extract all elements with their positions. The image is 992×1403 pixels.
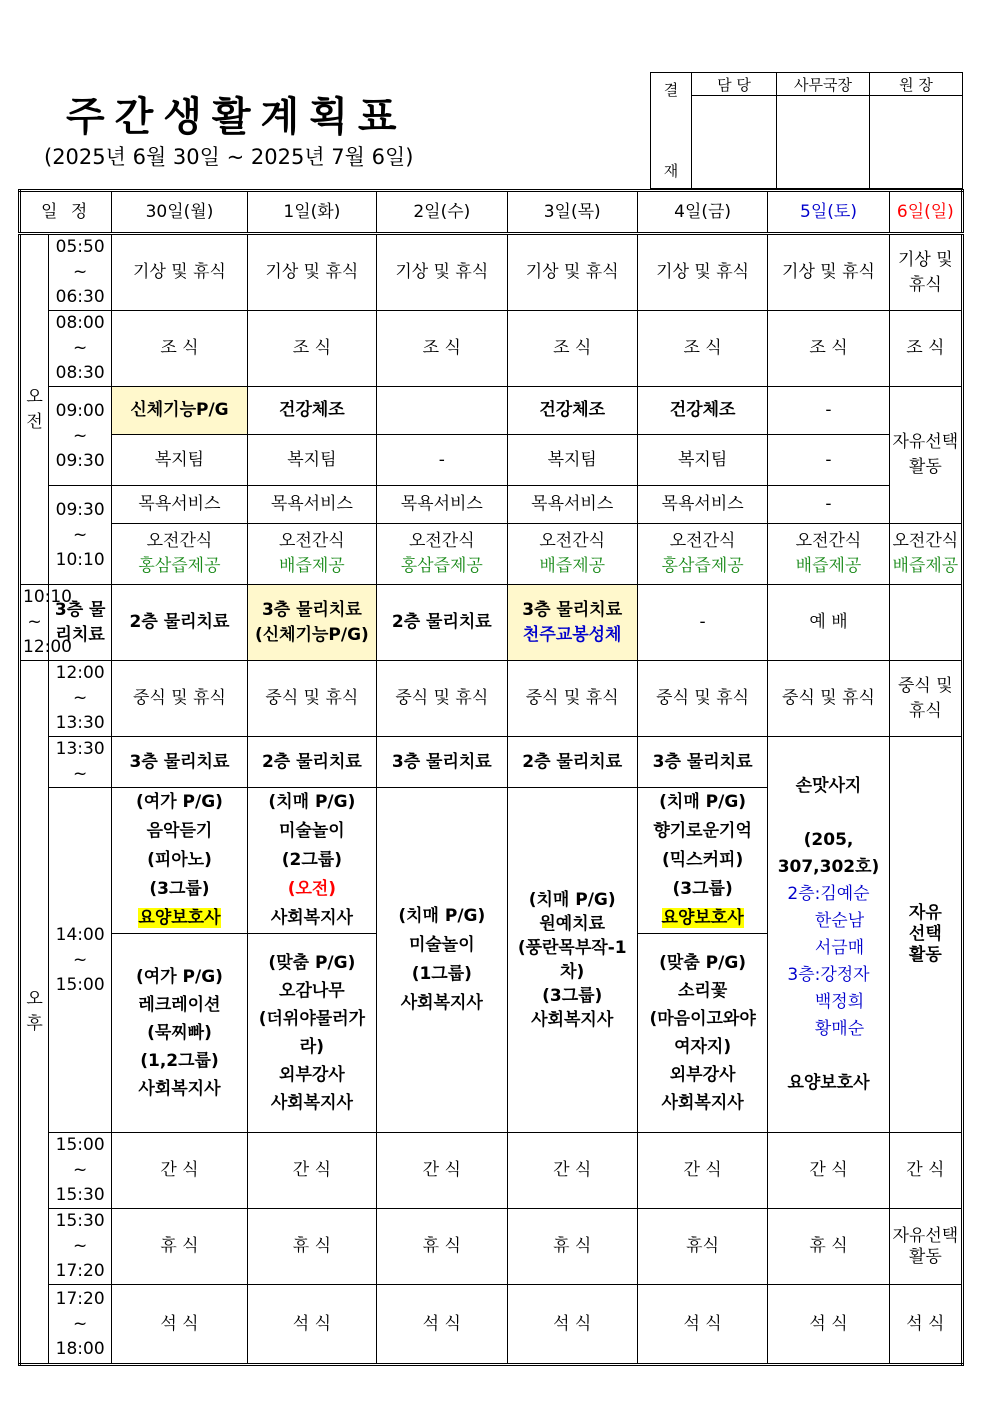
schedule-cell: 석 식 <box>768 1285 889 1365</box>
table-row <box>20 1209 963 1285</box>
schedule-cell: (맞춤 P/G) 오감나무 (더위야물러가 라) 외부강사 사회복지사 <box>247 934 376 1133</box>
schedule-table <box>18 189 964 1366</box>
schedule-cell: 복지팀 <box>247 435 376 486</box>
time-cell: 15:30 ~ 17:20 <box>49 1209 112 1285</box>
schedule-cell: 2층 물리치료 <box>247 737 376 788</box>
approval-label: 결 재 <box>651 73 692 189</box>
schedule-cell: 기상 및 휴식 <box>247 234 376 311</box>
schedule-cell: 오전간식 홍삼즙제공 <box>637 524 767 585</box>
header-day: 1일(화) <box>247 191 376 234</box>
schedule-cell: 휴 식 <box>247 1209 376 1285</box>
schedule-cell: 중식 및 휴식 <box>112 661 247 737</box>
schedule-cell: 조 식 <box>377 311 507 387</box>
schedule-cell: 석 식 <box>507 1285 637 1365</box>
schedule-cell: 3층 물리치료 천주교봉성체 <box>507 585 637 661</box>
schedule-cell: 목욕서비스 <box>637 486 767 524</box>
schedule-cell: (치매 P/G) 원예치료 (풍란목부작-1 차) (3그룹) 사회복지사 <box>507 788 637 1133</box>
header-day-saturday: 5일(토) <box>768 191 889 234</box>
schedule-cell: 휴 식 <box>112 1209 247 1285</box>
table-row <box>20 585 963 661</box>
schedule-cell: 석 식 <box>637 1285 767 1365</box>
schedule-cell: 간 식 <box>889 1133 962 1209</box>
schedule-cell: 간 식 <box>112 1133 247 1209</box>
schedule-cell: 석 식 <box>247 1285 376 1365</box>
schedule-cell: 신체기능P/G <box>112 387 247 435</box>
table-row <box>20 1285 963 1365</box>
schedule-cell: 복지팀 <box>112 435 247 486</box>
schedule-cell: 조 식 <box>247 311 376 387</box>
schedule-cell: 기상 및 휴식 <box>377 234 507 311</box>
schedule-cell: 오전간식 배즙제공 <box>247 524 376 585</box>
schedule-cell: 복지팀 <box>507 435 637 486</box>
schedule-cell: 복지팀 <box>637 435 767 486</box>
time-cell: 17:20 ~ 18:00 <box>49 1285 112 1365</box>
approval-role-director: 사무국장 <box>777 73 870 96</box>
schedule-cell: 조 식 <box>507 311 637 387</box>
schedule-cell: 기상 및 휴식 <box>507 234 637 311</box>
schedule-cell: 오전간식 배즙제공 <box>507 524 637 585</box>
schedule-cell: 휴 식 <box>377 1209 507 1285</box>
schedule-cell: 건강체조 <box>247 387 376 435</box>
approval-box <box>650 72 963 189</box>
table-row <box>20 311 963 387</box>
schedule-cell: (치매 P/G) 미술놀이 (2그룹) (오전) 사회복지사 <box>247 788 376 934</box>
page-title: 주간생활계획표 <box>66 94 407 140</box>
schedule-cell: - <box>768 486 889 524</box>
schedule-cell: 2층 물리치료 <box>377 585 507 661</box>
header-day: 4일(금) <box>637 191 767 234</box>
approval-sign-director[interactable] <box>777 96 870 189</box>
time-cell: 13:30 ~ <box>49 737 112 788</box>
table-row <box>20 234 963 311</box>
schedule-cell: 목욕서비스 <box>377 486 507 524</box>
schedule-cell: 2층 물리치료 <box>507 737 637 788</box>
schedule-cell <box>377 387 507 435</box>
schedule-cell: 건강체조 <box>507 387 637 435</box>
table-row <box>20 435 963 486</box>
schedule-cell: 중식 및 휴식 <box>768 661 889 737</box>
schedule-cell: 건강체조 <box>637 387 767 435</box>
schedule-cell: 오전간식 배즙제공 <box>768 524 889 585</box>
schedule-cell: 석 식 <box>889 1285 962 1365</box>
approval-role-head: 원 장 <box>870 73 963 96</box>
time-cell: 08:00 ~ 08:30 <box>49 311 112 387</box>
approval-sign-staff[interactable] <box>692 96 777 189</box>
schedule-cell: 목욕서비스 <box>112 486 247 524</box>
header-schedule: 일 정 <box>20 191 112 234</box>
schedule-cell: 조 식 <box>889 311 962 387</box>
schedule-cell: 기상 및 휴식 <box>637 234 767 311</box>
schedule-cell: (여가 P/G) 음악듣기 (피아노) (3그룹) 요양보호사 <box>112 788 247 934</box>
schedule-cell: (여가 P/G) 레크레이션 (묵찌빠) (1,2그룹) 사회복지사 <box>112 934 247 1133</box>
schedule-cell: 목욕서비스 <box>247 486 376 524</box>
schedule-cell: - <box>377 435 507 486</box>
table-row <box>20 737 963 788</box>
schedule-cell: 간 식 <box>768 1133 889 1209</box>
time-cell: 12:00 ~ 13:30 <box>49 661 112 737</box>
schedule-cell: 2층 물리치료 <box>112 585 247 661</box>
period-subtitle: (2025년 6월 30일 ~ 2025년 7월 6일) <box>44 145 414 169</box>
schedule-cell: - <box>637 585 767 661</box>
approval-role-staff: 담 당 <box>692 73 777 96</box>
schedule-cell: 중식 및 휴식 <box>889 661 962 737</box>
schedule-cell: 3층 물리치료 (신체기능P/G) <box>247 585 376 661</box>
schedule-cell: 3층 물리치료 <box>637 737 767 788</box>
header-day: 2일(수) <box>377 191 507 234</box>
table-row <box>20 524 963 585</box>
schedule-cell: 조 식 <box>112 311 247 387</box>
schedule-cell: 예 배 <box>768 585 889 661</box>
schedule-cell: - <box>768 435 889 486</box>
schedule-cell: 3층 물리치료 <box>377 737 507 788</box>
schedule-cell: 간 식 <box>377 1133 507 1209</box>
schedule-cell: 석 식 <box>377 1285 507 1365</box>
header-day-sunday: 6일(일) <box>889 191 962 234</box>
schedule-cell: 자유선택 활동 <box>889 387 962 524</box>
schedule-cell: 중식 및 휴식 <box>507 661 637 737</box>
time-cell: 09:30 ~ 10:10 <box>49 486 112 585</box>
schedule-cell: - <box>768 387 889 435</box>
header-day: 30일(월) <box>112 191 247 234</box>
header-row <box>20 191 963 234</box>
schedule-cell: 간 식 <box>507 1133 637 1209</box>
schedule-cell: (맞춤 P/G) 소리꽃 (마음이고와야 여자지) 외부강사 사회복지사 <box>637 934 767 1133</box>
sunday-free-cell: 자유 선택 활동 <box>889 737 962 1133</box>
saturday-massage-cell: 손맛사지 (205, 307,302호) 2층:김예순 한순남 서금매 3층:강정자 백정희 황매순 요양보호사 <box>768 737 889 1133</box>
schedule-cell: 오전간식 홍삼즙제공 <box>377 524 507 585</box>
schedule-cell: 3층 물리치료 <box>112 737 247 788</box>
schedule-cell: 목욕서비스 <box>507 486 637 524</box>
schedule-cell: 휴 식 <box>768 1209 889 1285</box>
schedule-cell: (치매 P/G) 향기로운기억 (믹스커피) (3그룹) 요양보호사 <box>637 788 767 934</box>
table-row <box>20 1133 963 1209</box>
schedule-cell: (치매 P/G) 미술놀이 (1그룹) 사회복지사 <box>377 788 507 1133</box>
schedule-cell: 중식 및 휴식 <box>247 661 376 737</box>
schedule-cell: 간 식 <box>247 1133 376 1209</box>
header-day: 3일(목) <box>507 191 637 234</box>
schedule-cell: 오전간식 홍삼즙제공 <box>112 524 247 585</box>
approval-sign-head[interactable] <box>870 96 963 189</box>
time-cell: 10:10 ~ 12:00 <box>20 585 49 661</box>
pm-label: 오 후 <box>20 661 49 1365</box>
schedule-cell: 자유선택 활동 <box>889 1209 962 1285</box>
schedule-cell: 간 식 <box>637 1133 767 1209</box>
schedule-cell: 조 식 <box>637 311 767 387</box>
time-cell: 15:00 ~ 15:30 <box>49 1133 112 1209</box>
schedule-cell: 휴식 <box>637 1209 767 1285</box>
schedule-cell: 휴 식 <box>507 1209 637 1285</box>
am-label: 오 전 <box>20 234 49 585</box>
schedule-cell: 석 식 <box>112 1285 247 1365</box>
time-cell: 05:50 ~ 06:30 <box>49 234 112 311</box>
time-cell: 14:00 ~ 15:00 <box>49 788 112 1133</box>
table-row <box>20 387 963 435</box>
schedule-cell: 중식 및 휴식 <box>637 661 767 737</box>
schedule-cell: 기상 및 휴식 <box>889 234 962 311</box>
schedule-cell: 조 식 <box>768 311 889 387</box>
table-row <box>20 486 963 524</box>
schedule-cell: 오전간식 배즙제공 <box>889 524 962 585</box>
schedule-cell: 기상 및 휴식 <box>768 234 889 311</box>
table-row <box>20 661 963 737</box>
schedule-cell: 기상 및 휴식 <box>112 234 247 311</box>
schedule-cell: 중식 및 휴식 <box>377 661 507 737</box>
time-cell: 09:00 ~ 09:30 <box>49 387 112 486</box>
schedule-cell: 3층 물리치료 <box>49 585 112 661</box>
